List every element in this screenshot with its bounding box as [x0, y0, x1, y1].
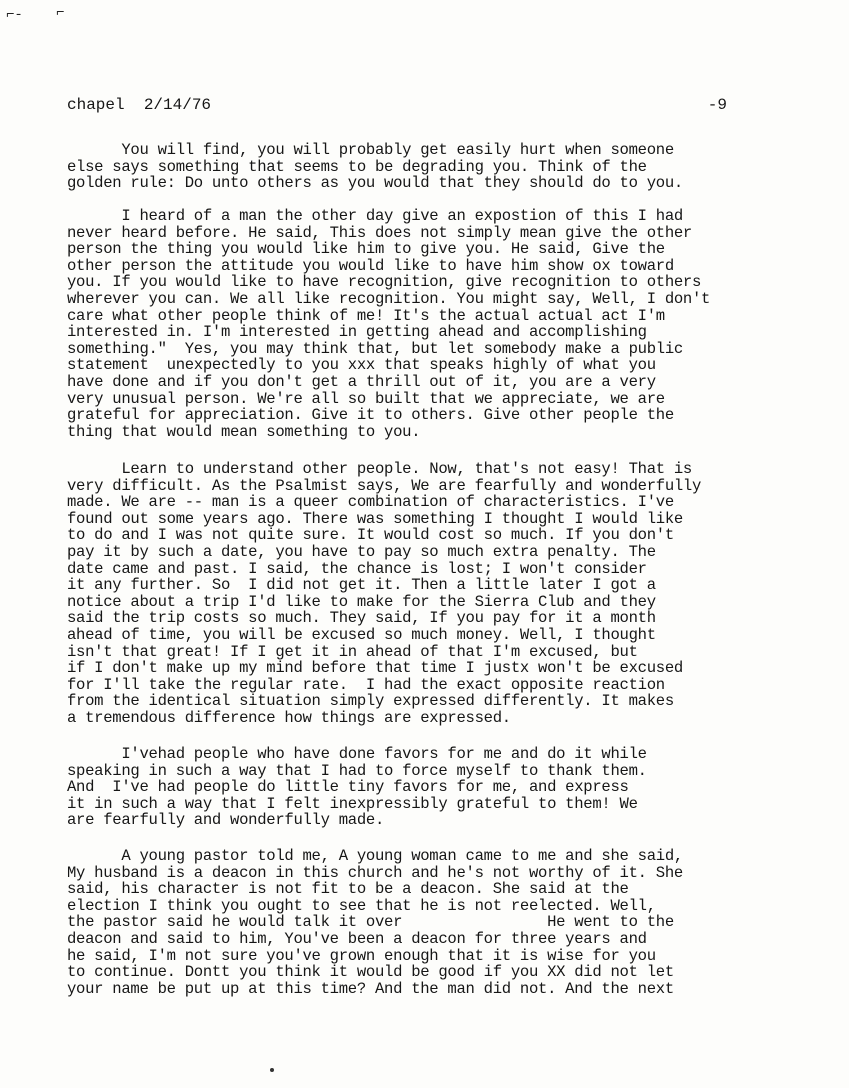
text-line: found out some years ago. There was something I thought I would like	[67, 509, 683, 528]
text-line: from the identical situation simply expressed differently. It makes	[67, 692, 674, 711]
text-line: you. If you would like to have recognition, give recognition to others	[67, 273, 702, 292]
text-line: thing that would mean something to you.	[67, 422, 421, 441]
text-line: grateful for appreciation. Give it to others. Give other people the	[67, 406, 674, 425]
text-line: said, his character is not fit to be a deacon. She said at the	[67, 880, 629, 899]
text-line: care what other people think of me! It's the actual actual act I'm	[67, 306, 665, 325]
text-line: said the trip costs so much. They said, If you pay for it a month	[67, 609, 656, 628]
text-line: golden rule: Do unto others as you would that they should do to you.	[67, 174, 683, 193]
paragraph-2	[67, 208, 787, 440]
paragraph-4	[67, 746, 787, 829]
text-line: speaking in such a way that I had to force myself to thank them.	[67, 761, 647, 780]
text-line: something." Yes, you may think that, but let somebody make a public	[67, 339, 683, 358]
text-line: I heard of a man the other day give an expostion of this I had	[67, 207, 683, 225]
text-line: for I'll take the regular rate. I had the exact opposite reaction	[67, 675, 665, 694]
text-line: it in such a way that I felt inexpressibly grateful to them! We	[67, 794, 638, 813]
paragraph-5	[67, 848, 787, 997]
text-line: other person the attitude you would like to have him show ox toward	[67, 256, 674, 275]
text-line: made. We are -- man is a queer combination of characteristics. I've	[67, 493, 674, 512]
ink-dot	[270, 1068, 274, 1072]
text-line: very difficult. As the Psalmist says, We are fearfully and wonderfully	[67, 476, 702, 495]
text-line: never heard before. He said, This does not simply mean give the other	[67, 223, 692, 242]
text-line: I'vehad people who have done favors for me and do it while	[67, 745, 647, 763]
text-line: if I don't make up my mind before that time I justx won't be excused	[67, 659, 683, 678]
text-line: And I've had people do little tiny favors for me, and express	[67, 778, 629, 797]
text-line: ahead of time, you will be excused so much money. Well, I thought	[67, 625, 656, 644]
text-line: interested in. I'm interested in getting ahead and accomplishing	[67, 323, 647, 342]
text-line: election I think you ought to see that he is not reelected. Well,	[67, 896, 656, 915]
text-line: the pastor said he would talk it over He went to the	[67, 913, 674, 932]
text-line: statement unexpectedly to you xxx that speaks highly of what you	[67, 356, 656, 375]
header-title-date: chapel 2/14/76	[67, 96, 212, 114]
text-line: very unusual person. We're all so built that we appreciate, we are	[67, 389, 665, 408]
text-line: wherever you can. We all like recognition. You might say, Well, I don't	[67, 289, 711, 308]
text-line: deacon and said to him, You've been a deacon for three years and	[67, 929, 647, 948]
text-line: are fearfully and wonderfully made.	[67, 811, 385, 830]
text-line: Learn to understand other people. Now, that's not easy! That is	[67, 460, 692, 478]
text-line: isn't that great! If I get it in ahead of that I'm excused, but	[67, 642, 638, 661]
text-line: your name be put up at this time? And the man did not. And the next	[67, 979, 674, 998]
text-line: have done and if you don't get a thrill out of it, you are a very	[67, 372, 656, 391]
page-header	[67, 95, 727, 115]
paragraph-3	[67, 461, 787, 727]
stray-pen-mark: ⌐	[56, 5, 65, 21]
text-line: it any further. So I did not get it. Then a little later I got a	[67, 576, 656, 595]
text-line: person the thing you would like him to give you. He said, Give the	[67, 240, 665, 259]
text-line: he said, I'm not sure you've grown enough that it is wise for you	[67, 946, 656, 965]
text-line: A young pastor told me, A young woman came to me and she said,	[67, 847, 683, 865]
text-line: pay it by such a date, you have to pay so much extra penalty. The	[67, 542, 656, 561]
text-line: date came and past. I said, the chance is lost; I won't consider	[67, 559, 647, 578]
text-line: else says something that seems to be degrading you. Think of the	[67, 157, 647, 176]
stray-pen-mark: ⌐-	[6, 7, 23, 23]
text-line: a tremendous difference how things are expressed.	[67, 708, 511, 727]
text-line: My husband is a deacon in this church and he's not worthy of it. She	[67, 863, 683, 882]
text-line: notice about a trip I'd like to make for the Sierra Club and they	[67, 592, 656, 611]
page-number: -9	[707, 96, 727, 114]
text-line: to do and I was not quite sure. It would cost so much. If you don't	[67, 526, 674, 545]
text-line: to continue. Dontt you think it would be good if you XX did not let	[67, 963, 674, 982]
text-line: You will find, you will probably get easily hurt when someone	[67, 141, 674, 159]
paragraph-1	[67, 142, 787, 192]
